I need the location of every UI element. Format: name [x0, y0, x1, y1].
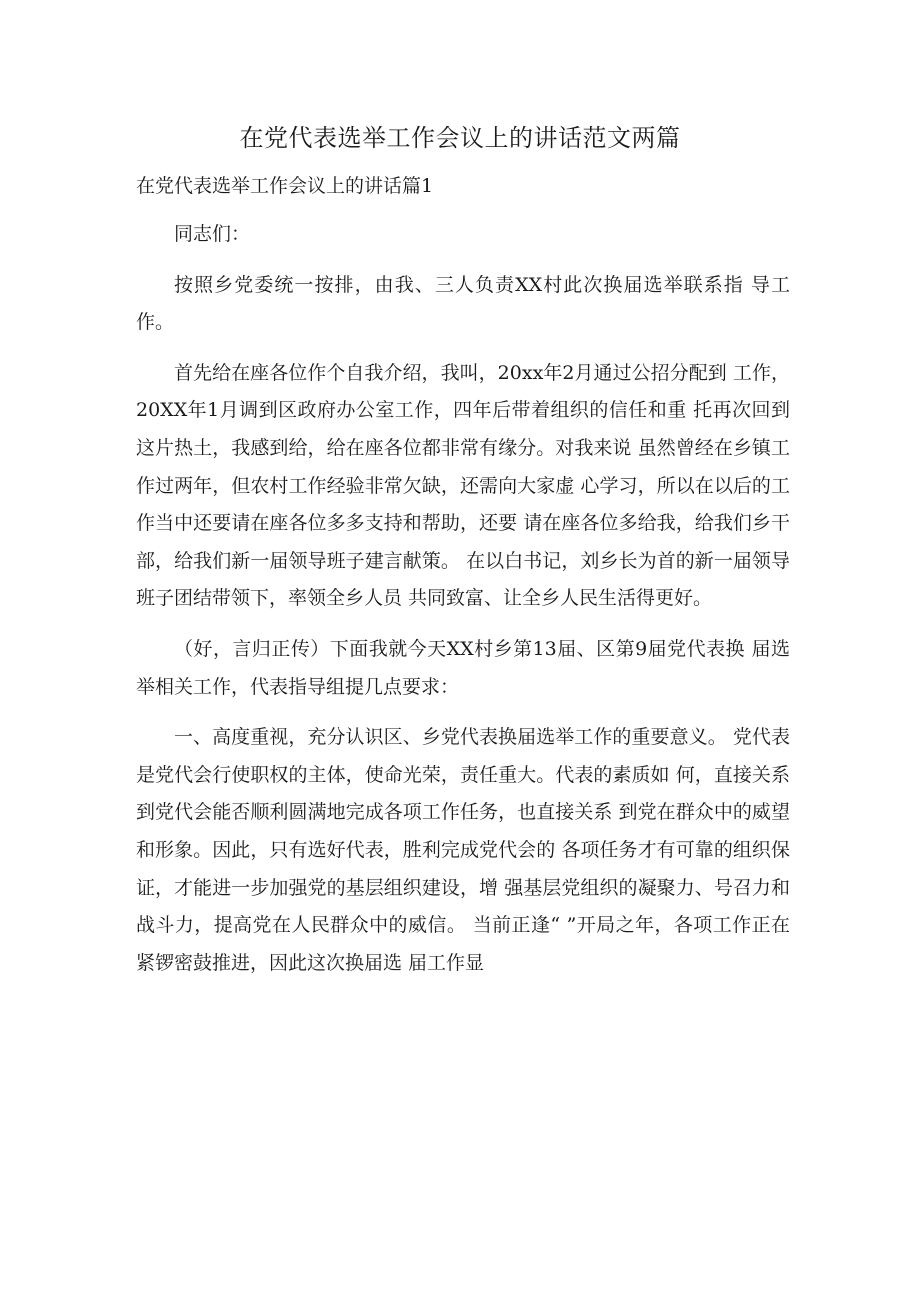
paragraph: 首先给在座各位作个自我介绍，我叫，20xx年2月通过公招分配到 工作，20XX年1月调到区政府办公室工作，四年后带着组织的信任和重 托再次回到这片热土，我感到给，给在座各位都非常有缘分。对我来说 虽然曾经在乡镇工作过两年，但农村工作经验非常欠缺，还需向大家虚 心学习，所以在以后的工作当中还要请在座各位多多支持和帮助，还要 请在座各位多给我，给我们乡干部，给我们新一届领导班子建言献策。 在以白书记，刘乡长为首的新一届领导班子团结带领下，率领全乡人员 共同致富、让全乡人民生活得更好。: [136, 361, 790, 610]
paragraph: 一、高度重视，充分认识区、乡党代表换届选举工作的重要意义。 党代表是党代会行使职权的主体，使命光荣，责任重大。代表的素质如 何，直接关系到党代会能否顺利圆满地完成各项工作任务，也直接关系 到党在群众中的威望和形象。因此，只有选好代表，胜利完成党代会的 各项任务才有可靠的组织保证，才能进一步加强党的基层组织建设，增 强基层党组织的凝聚力、号召力和战斗力，提高党在人民群众中的威信。 当前正逢“ ”开局之年，各项工作正在紧锣密鼓推进，因此这次换届选 届工作显: [136, 726, 790, 974]
document-subtitle: 在党代表选举工作会议上的讲话篇1: [136, 175, 434, 197]
document-body: [136, 216, 790, 995]
paragraph: 按照乡党委统一按排，由我、三人负责XX村此次换届选举联系指 导工作。: [136, 273, 790, 334]
document-title: 在党代表选举工作会议上的讲话范文两篇: [239, 124, 681, 152]
paragraph-salutation: 同志们：: [174, 223, 251, 245]
paragraph: （好，言归正传）下面我就今天XX村乡第13届、区第9届党代表换 届选举相关工作，代表指导组提几点要求：: [136, 637, 790, 698]
